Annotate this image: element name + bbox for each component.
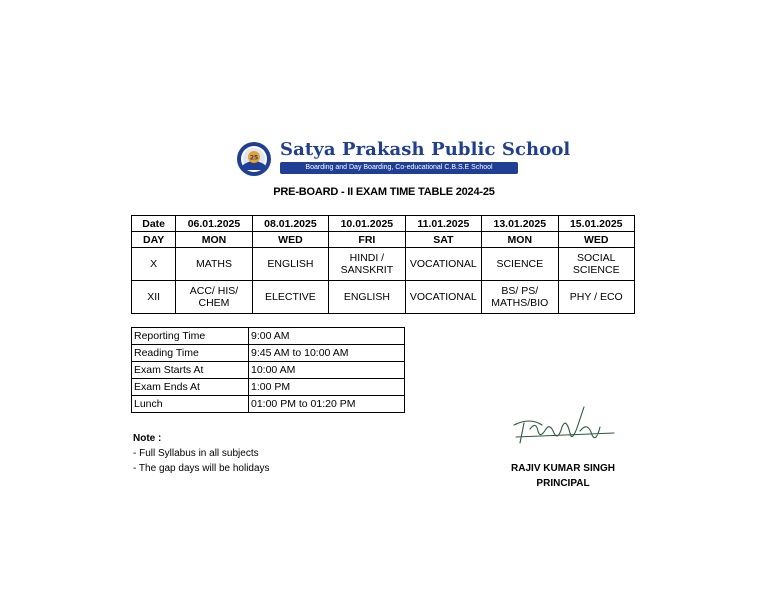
subject-line: SANSKRIT (340, 264, 394, 276)
timing-label: Lunch (132, 396, 249, 413)
date-cell: 13.01.2025 (482, 216, 558, 232)
timing-row (132, 345, 405, 362)
subject-cell (176, 281, 252, 314)
timing-row (132, 328, 405, 345)
subject-line: MATHS (195, 258, 232, 270)
date-header: Date (132, 216, 176, 232)
note-title: Note : (133, 433, 162, 444)
subject-line: ENGLISH (343, 291, 390, 303)
subject-line: PHY / ECO (569, 291, 623, 303)
timing-value: 10:00 AM (249, 362, 405, 379)
subject-cell (558, 248, 634, 281)
timing-row (132, 362, 405, 379)
subject-line: BS/ PS/ (501, 285, 539, 297)
timing-row (132, 396, 405, 413)
subject-cell (405, 248, 481, 281)
subject-line: SOCIAL (577, 252, 616, 264)
subject-line: MATHS/BIO (491, 297, 549, 309)
subject-line: VOCATIONAL (409, 291, 477, 303)
subject-cell (405, 281, 481, 314)
date-cell: 10.01.2025 (329, 216, 405, 232)
exam-timings-table (131, 327, 405, 413)
exam-timetable (131, 215, 635, 314)
day-header: DAY (132, 232, 176, 248)
principal-name: RAJIV KUMAR SINGH (511, 463, 615, 474)
subject-cell (558, 281, 634, 314)
timing-label: Reporting Time (132, 328, 249, 345)
principal-signature (510, 403, 620, 453)
note-item: - The gap days will be holidays (133, 463, 270, 474)
timing-value: 9:00 AM (249, 328, 405, 345)
page-title: PRE-BOARD - II EXAM TIME TABLE 2024-25 (273, 186, 495, 198)
day-cell: WED (558, 232, 634, 248)
date-cell: 08.01.2025 (252, 216, 328, 232)
principal-designation: PRINCIPAL (536, 478, 590, 489)
timing-label: Exam Ends At (132, 379, 249, 396)
note-section (133, 431, 270, 476)
school-tagline: Boarding and Day Boarding, Co-educational C.B.S.E School (280, 162, 518, 174)
date-cell: 15.01.2025 (558, 216, 634, 232)
note-item: - Full Syllabus in all subjects (133, 448, 259, 459)
school-emblem-icon (236, 137, 272, 181)
subject-cell (329, 248, 405, 281)
day-cell: MON (482, 232, 558, 248)
subject-line: HINDI / (349, 252, 385, 264)
subject-cell (176, 248, 252, 281)
timing-value: 9:45 AM to 10:00 AM (249, 345, 405, 362)
timing-label: Reading Time (132, 345, 249, 362)
school-name: Satya Prakash Public School (280, 139, 571, 160)
subject-cell (252, 248, 328, 281)
date-cell: 06.01.2025 (176, 216, 252, 232)
subject-cell (329, 281, 405, 314)
timing-label: Exam Starts At (132, 362, 249, 379)
class-cell: X (132, 248, 176, 281)
date-cell: 11.01.2025 (405, 216, 481, 232)
subject-line: SCIENCE (572, 264, 620, 276)
day-cell: FRI (329, 232, 405, 248)
timing-value: 1:00 PM (249, 379, 405, 396)
subject-cell (482, 248, 558, 281)
subject-line: VOCATIONAL (409, 258, 477, 270)
signatory (498, 461, 628, 491)
subject-line: CHEM (198, 297, 230, 309)
subject-line: SCIENCE (496, 258, 544, 270)
emblem-number: 25 (249, 154, 259, 162)
day-cell: MON (176, 232, 252, 248)
subject-line: ACC/ HIS/ (189, 285, 239, 297)
class-cell: XII (132, 281, 176, 314)
school-logo (236, 137, 571, 181)
day-cell: SAT (405, 232, 481, 248)
subject-cell (252, 281, 328, 314)
subject-line: ELECTIVE (265, 291, 316, 303)
timing-value: 01:00 PM to 01:20 PM (249, 396, 405, 413)
subject-cell (482, 281, 558, 314)
timing-row (132, 379, 405, 396)
subject-line: ENGLISH (267, 258, 314, 270)
day-cell: WED (252, 232, 328, 248)
